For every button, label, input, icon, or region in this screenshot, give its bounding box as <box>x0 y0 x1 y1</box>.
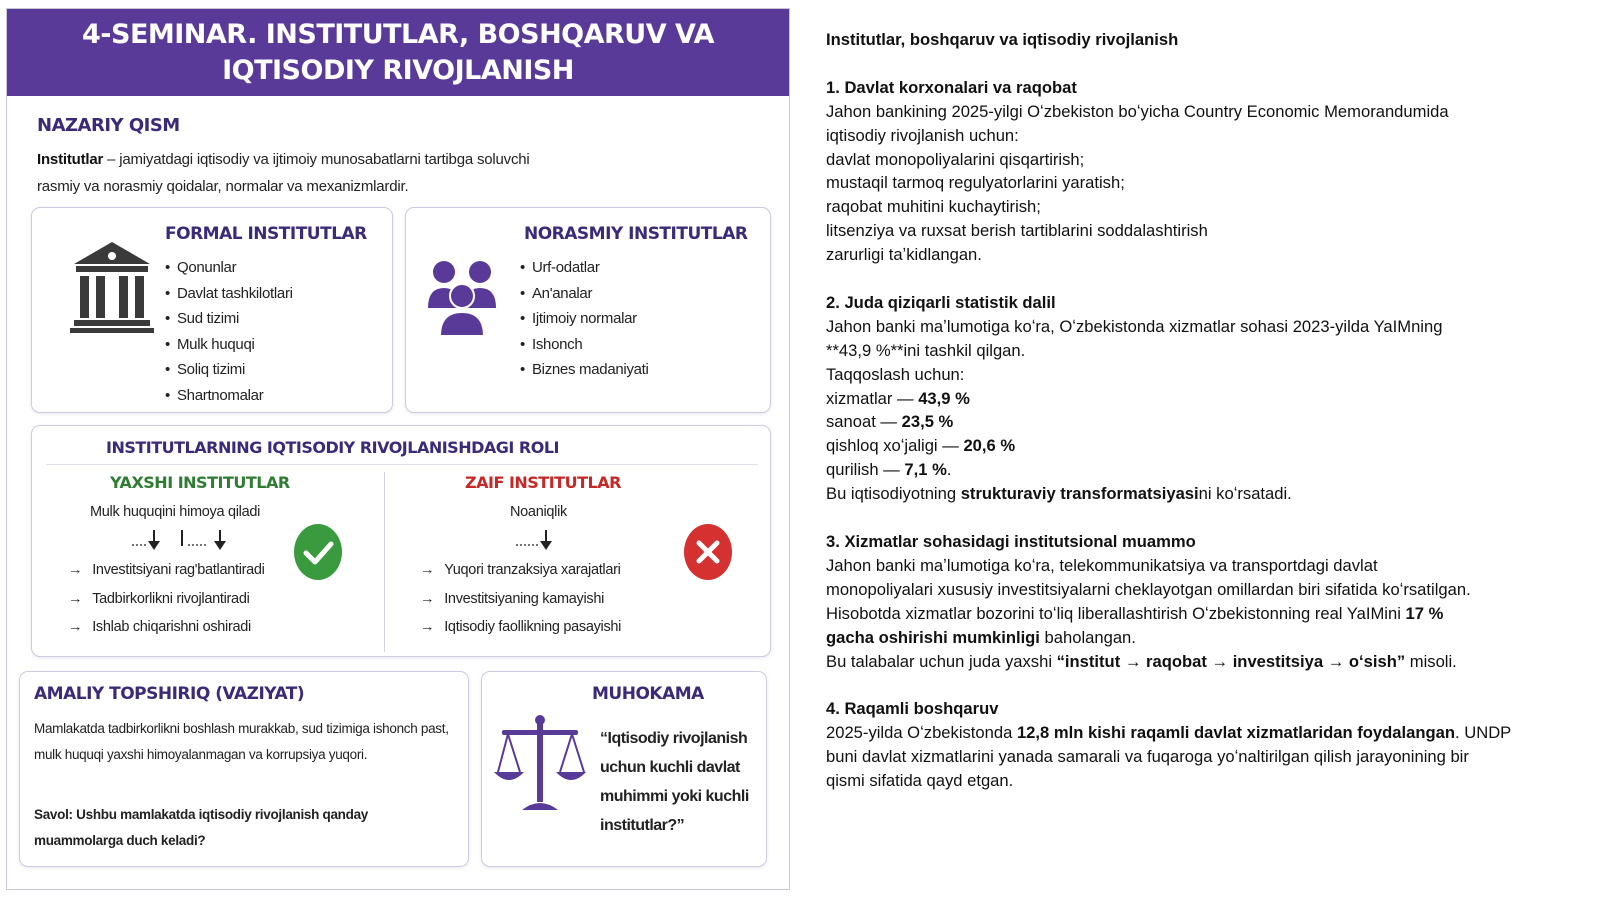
paragraph-line: zarurligi taʼkidlangan. <box>826 245 982 265</box>
text-span: 2025-yilda Oʻzbekistonda <box>826 723 1017 743</box>
list-item: • Shartnomalar <box>165 383 293 409</box>
institutions-definition <box>37 146 657 200</box>
weak-institutions-subtitle: Noaniqlik <box>510 504 567 520</box>
informal-institutions-card <box>405 207 771 413</box>
paragraph-line: buni davlat xizmatlarini yanada samarali va fuqaroga yoʻnaltirilgan qilish jarayonining bir <box>826 747 1469 767</box>
list-item: • Davlat tashkilotlari <box>165 281 293 307</box>
paragraph-line: **43,9 %**ini tashkil qilgan. <box>826 340 1026 360</box>
text-span: Bu talabalar uchun juda yaxshi <box>826 651 1057 671</box>
institutions-role-title: INSTITUTLARNING IQTISODIY RIVOJLANISHDAGI ROLI <box>106 438 559 457</box>
list-item: → Ishlab chiqarishni oshiradi <box>68 613 265 642</box>
paragraph-line <box>826 482 1596 506</box>
emphasis: “institut → raqobat → investitsiya → oʻsish” <box>1056 651 1406 671</box>
discussion-quote: “Iqtisodiy rivojlanish uchun kuchli davlat muhimmi yoki kuchli institutlar?” <box>600 730 749 834</box>
paragraph-line: Jahon banki maʼlumotiga koʻra, telekommunikatsiya va transportdagi davlat <box>826 555 1378 575</box>
list-item: • Qonunlar <box>165 255 293 281</box>
formal-institutions-card <box>31 207 393 413</box>
section-heading: 2. Juda qiziqarli statistik dalil <box>826 292 1056 312</box>
paragraph-line: Jahon bankining 2025-yilgi Oʻzbekiston boʻyicha Country Economic Memorandumida <box>826 101 1449 121</box>
formal-institutions-list <box>165 255 293 408</box>
list-item: • Ishonch <box>520 332 649 358</box>
article-text <box>826 28 1596 793</box>
text-span: misoli. <box>1405 651 1457 671</box>
informal-institutions-list <box>520 255 649 383</box>
list-item: • Mulk huquqi <box>165 332 293 358</box>
section-heading: 4. Raqamli boshqaruv <box>826 699 999 719</box>
punctuation: . <box>946 460 952 480</box>
list-item: • Biznes madaniyati <box>520 357 649 383</box>
emphasis: 17 % <box>1405 603 1444 623</box>
paragraph-line <box>826 626 1596 650</box>
emphasis: gacha oshirishi mumkinligi <box>826 627 1040 647</box>
stat-label: sanoat — <box>826 412 902 432</box>
list-item: • Urf-odatlar <box>520 255 649 281</box>
stat-value: 23,5 % <box>901 412 954 432</box>
paragraph-line: litsenziya va ruxsat berish tartiblarini soddalashtirish <box>826 221 1208 241</box>
divider <box>46 464 758 465</box>
paragraph-line: monopoliyalari xususiy investitsiyalarni cheklayotgan omillardan biri sifatida koʻrsatilgan. <box>826 579 1471 599</box>
list-item: → Investitsiyani rag'batlantiradi <box>68 556 265 585</box>
poster-title-line1: 4-SEMINAR. INSTITUTLAR, BOSHQARUV VA <box>82 18 714 50</box>
paragraph-line <box>826 602 1596 626</box>
stat-value: 43,9 % <box>918 388 970 408</box>
check-icon <box>294 524 342 580</box>
stat-label: qurilish — <box>826 460 905 480</box>
list-item: → Iqtisodiy faollikning pasayishi <box>420 613 621 642</box>
down-arrows-icon <box>128 526 238 552</box>
discussion-card <box>481 671 767 867</box>
stat-value: 20,6 % <box>963 436 1016 456</box>
seminar-infographic <box>6 8 790 890</box>
divider <box>384 472 385 652</box>
scales-icon <box>494 712 586 814</box>
stat-row <box>826 387 1596 411</box>
poster-header <box>7 9 789 96</box>
stat-row <box>826 458 1596 482</box>
paragraph-line: Jahon banki maʼlumotiga koʻra, Oʻzbekistonda xizmatlar sohasi 2023-yilda YaIMning <box>826 316 1443 336</box>
stat-label: xizmatlar — <box>826 388 919 408</box>
good-institutions-list <box>68 556 265 642</box>
formal-institutions-title: FORMAL INSTITUTLAR <box>165 224 367 244</box>
section-heading: 1. Davlat korxonalari va raqobat <box>826 77 1077 97</box>
list-item: • Soliq tizimi <box>165 357 293 383</box>
paragraph-line: qismi sifatida qayd etgan. <box>826 771 1014 791</box>
paragraph-line: Taqqoslash uchun: <box>826 364 965 384</box>
paragraph-line: raqobat muhitini kuchaytirish; <box>826 197 1041 217</box>
definition-text-1: – jamiyatdagi iqtisodiy va ijtimoiy munosabatlarni tartibga soluvchi <box>103 151 530 168</box>
good-institutions-title: YAXSHI INSTITUTLAR <box>110 473 290 492</box>
list-item: → Yuqori tranzaksiya xarajatlari <box>420 556 621 585</box>
bank-building-icon <box>70 238 154 334</box>
x-mark-icon <box>684 524 732 580</box>
article-title: Institutlar, boshqaruv va iqtisodiy rivojlanish <box>826 30 1179 49</box>
stat-row <box>826 410 1596 434</box>
text-span: . UNDP <box>1455 723 1512 743</box>
paragraph-line: davlat monopoliyalarini qisqartirish; <box>826 149 1085 169</box>
good-institutions-subtitle: Mulk huquqini himoya qiladi <box>90 504 261 520</box>
stat-row <box>826 434 1596 458</box>
list-item: • An'analar <box>520 281 649 307</box>
definition-text-2: rasmiy va norasmiy qoidalar, normalar va mexanizmlardir. <box>37 178 409 195</box>
practical-task-text: Mamlakatda tadbirkorlikni boshlash murakkab, sud tizimiga ishonch past, mulk huquqi yaxshi himoyalanmagan va korrupsiya yuqori. <box>34 721 449 762</box>
discussion-title: MUHOKAMA <box>592 684 704 704</box>
list-item: → Tadbirkorlikni rivojlantiradi <box>68 585 265 614</box>
paragraph-line: iqtisodiy rivojlanish uchun: <box>826 125 1019 145</box>
list-item: → Investitsiyaning kamayishi <box>420 585 621 614</box>
practical-task-question: Savol: Ushbu mamlakatda iqtisodiy rivojlanish qanday muammolarga duch keladi? <box>34 807 368 848</box>
list-item: • Ijtimoiy normalar <box>520 306 649 332</box>
text-span: Bu iqtisodiyotning <box>826 484 961 504</box>
definition-term: Institutlar <box>37 151 104 168</box>
weak-institutions-list <box>420 556 621 642</box>
institutions-role-card <box>31 425 771 657</box>
stat-value: 7,1 % <box>904 460 947 480</box>
paragraph-line <box>826 650 1596 674</box>
down-arrow-icon <box>510 526 570 552</box>
stat-label: qishloq xoʻjaligi — <box>826 436 964 456</box>
poster-title-line2: IQTISODIY RIVOJLANISH <box>222 54 574 86</box>
practical-task-title: AMALIY TOPSHIRIQ (VAZIYAT) <box>34 684 305 704</box>
text-span: baholangan. <box>1039 627 1136 647</box>
emphasis: 12,8 mln kishi raqamli davlat xizmatlaridan foydalangan <box>1016 723 1455 743</box>
paragraph-line: mustaqil tarmoq regulyatorlarini yaratish; <box>826 173 1125 193</box>
informal-institutions-title: NORASMIY INSTITUTLAR <box>524 224 748 244</box>
nazariy-qism-title: NAZARIY QISM <box>37 115 180 136</box>
people-group-icon <box>426 256 498 338</box>
text-span: ni koʻrsatadi. <box>1198 484 1292 504</box>
list-item: • Sud tizimi <box>165 306 293 332</box>
weak-institutions-title: ZAIF INSTITUTLAR <box>465 473 621 492</box>
practical-task-card <box>19 671 469 867</box>
paragraph-line <box>826 721 1596 745</box>
text-span: Hisobotda xizmatlar bozorini toʻliq liberallashtirish Oʻzbekistonning real YaIMini <box>826 603 1406 623</box>
section-heading: 3. Xizmatlar sohasidagi institutsional muammo <box>826 531 1196 551</box>
emphasis: strukturaviy transformatsiyasi <box>960 484 1199 504</box>
